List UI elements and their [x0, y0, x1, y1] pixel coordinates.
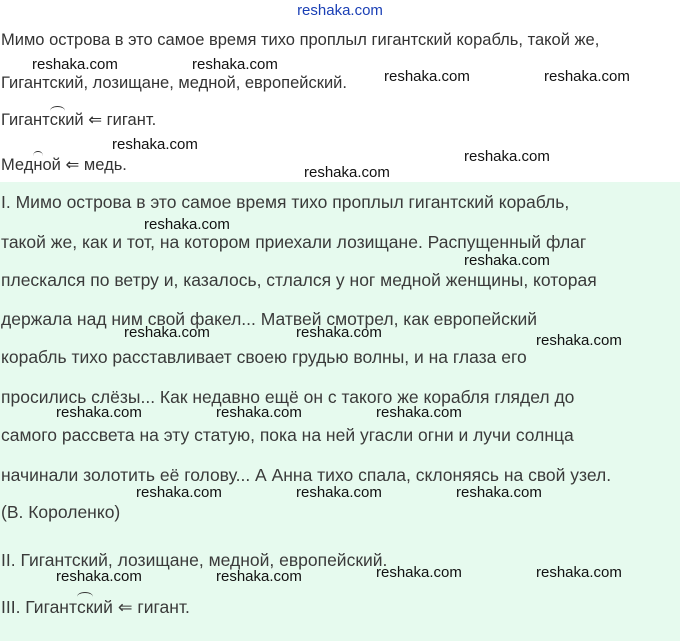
watermark: reshaka.com — [296, 484, 382, 501]
watermark: reshaka.com — [384, 68, 470, 85]
watermark: reshaka.com — [216, 568, 302, 585]
arrow-icon: ⇐ — [65, 156, 80, 174]
answer-line: I. Мимо острова в это самое время тихо проплыл гигантский корабль, — [1, 192, 570, 212]
answer-line: начинали золотить её голову... А Анна тихо спала, склоняясь на свой узел. — [1, 465, 612, 485]
watermark: reshaka.com — [536, 564, 622, 581]
word-ending: ий — [65, 111, 84, 129]
author-line: (В. Короленко) — [1, 502, 121, 522]
answer-line-ii: II. Гигантский, лозищане, медной, европейский. — [1, 550, 388, 570]
watermark: reshaka.com — [296, 324, 382, 341]
watermark: reshaka.com — [376, 404, 462, 421]
word-prefix: Гигант — [1, 111, 50, 129]
answer-line: самого рассвета на эту статую, пока на ней угасли огни и лучи солнца — [1, 425, 574, 445]
watermark: reshaka.com — [144, 216, 230, 233]
text-line: Мимо острова в это самое время тихо проплыл гигантский корабль, такой же, — [1, 31, 600, 49]
suffix-mark: н — [33, 156, 43, 174]
watermark: reshaka.com — [216, 404, 302, 421]
watermark: reshaka.com — [456, 484, 542, 501]
watermark: reshaka.com — [136, 484, 222, 501]
base-word: гигант. — [137, 597, 190, 617]
base-word: гигант. — [106, 111, 157, 129]
site-title[interactable]: reshaka.com — [297, 2, 383, 19]
watermark: reshaka.com — [304, 164, 390, 181]
suffix-mark: ск — [49, 111, 66, 129]
text-line: Гигантский, лозищане, медной, европейский. — [1, 74, 347, 92]
watermark: reshaka.com — [192, 56, 278, 73]
answer-line: такой же, как и тот, на котором приехали лозищане. Распущенный флаг — [1, 232, 587, 252]
suffix-mark: ск — [77, 597, 94, 617]
word-prefix: Мед — [1, 156, 34, 174]
word-ending: ий — [93, 597, 113, 617]
watermark: reshaka.com — [464, 148, 550, 165]
watermark: reshaka.com — [464, 252, 550, 269]
morpheme-line-mednoy — [1, 155, 127, 175]
word-ending: ой — [42, 156, 61, 174]
watermark: reshaka.com — [376, 564, 462, 581]
answer-line: корабль тихо расставливает своею грудью волны, и на глаза его — [1, 347, 527, 367]
watermark: reshaka.com — [536, 332, 622, 349]
answer-line: держала над ним свой факел... Матвей смотрел, как европейский — [1, 309, 538, 329]
watermark: reshaka.com — [112, 136, 198, 153]
arrow-icon: ⇐ — [117, 597, 133, 617]
morpheme-line-gigantskiy — [1, 110, 156, 130]
arrow-icon: ⇐ — [88, 111, 103, 129]
answer-line: плескался по ветру и, казалось, стлался у ног медной женщины, которая — [1, 270, 597, 290]
watermark: reshaka.com — [544, 68, 630, 85]
watermark: reshaka.com — [32, 56, 118, 73]
watermark: reshaka.com — [124, 324, 210, 341]
word-prefix: III. Гигант — [1, 597, 77, 617]
answer-line-iii — [1, 597, 190, 618]
watermark: reshaka.com — [56, 568, 142, 585]
watermark: reshaka.com — [56, 404, 142, 421]
answer-line: просились слёзы... Как недавно ещё он с такого же корабля глядел до — [1, 387, 575, 407]
base-word: медь. — [83, 156, 127, 174]
